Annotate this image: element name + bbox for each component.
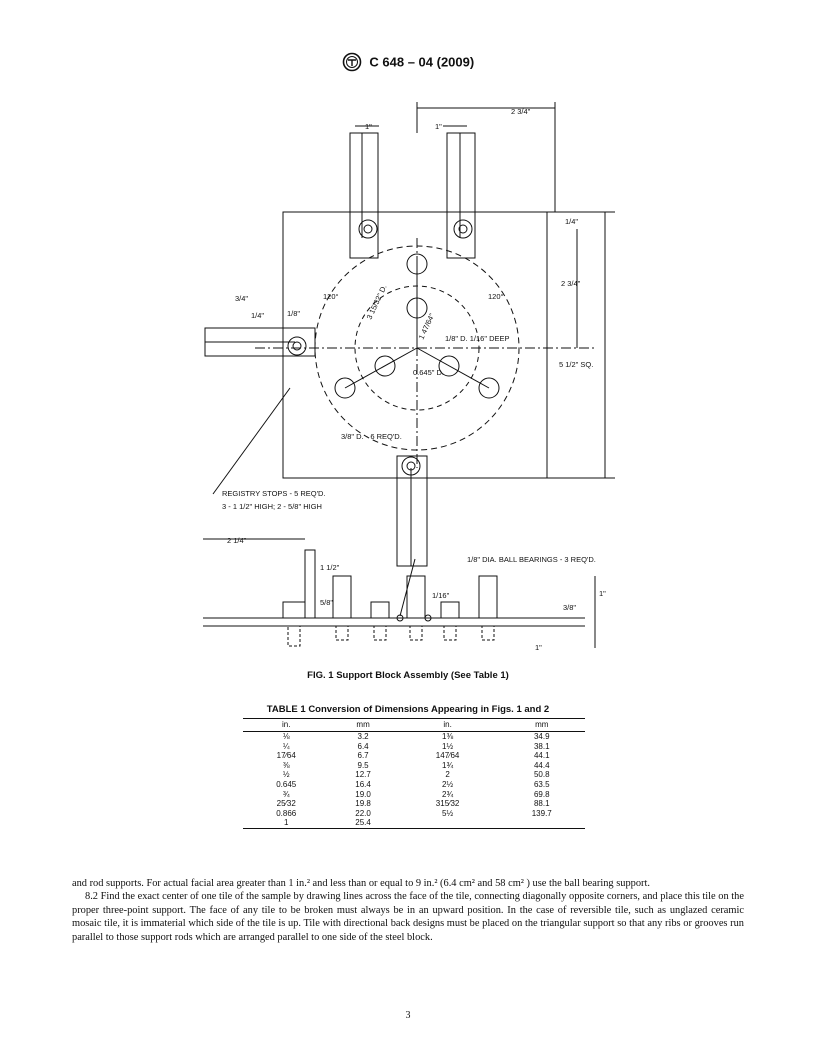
cell: 9.5 — [357, 760, 369, 770]
cell: ¾ — [282, 789, 290, 799]
label-side-sixteenth: 1/16" — [432, 591, 450, 600]
cell: 3.2 — [357, 732, 369, 741]
cell: 44.4 — [533, 760, 550, 770]
cell: 2 — [445, 770, 450, 780]
support-block-figure — [195, 88, 615, 668]
cell: 63.5 — [533, 779, 550, 789]
conversion-table — [243, 718, 585, 829]
cell: 22.0 — [355, 808, 371, 818]
cell: 69.8 — [533, 789, 550, 799]
cell: 1⅜ — [442, 732, 454, 741]
table-title: TABLE 1 Conversion of Dimensions Appearing in Figs. 1 and 2 — [266, 704, 550, 715]
table-header-row — [243, 719, 585, 732]
table-row — [243, 780, 585, 790]
cell: 5½ — [442, 808, 454, 818]
standard-designation: C 648 – 04 (2009) — [369, 54, 475, 70]
label-angle-right: 120° — [488, 292, 504, 301]
cell: 0.645 — [276, 779, 297, 789]
cell: 16.4 — [355, 779, 371, 789]
cell: 1½ — [442, 741, 454, 751]
page-number: 3 — [405, 1010, 411, 1021]
label-stops-line2: 3 - 1 1/2" HIGH; 2 - 5/8" HIGH — [222, 502, 322, 511]
label-hole-spec: 1/8" D. 1/16" DEEP — [445, 334, 510, 343]
header-mm-1: mm — [356, 720, 370, 729]
table-row — [243, 809, 585, 819]
paragraph-continuation: and rod supports. For actual facial area greater than 1 in.² and less than or equal to 9 in.² (6.4 cm² and 58 cm² ) use the ball bearing support. — [72, 878, 650, 889]
cell: 38.1 — [533, 741, 550, 751]
label-side-one-bottom: 1" — [535, 643, 542, 652]
header-in-1: in. — [282, 720, 291, 729]
cell: 12.7 — [355, 770, 371, 780]
cell: 1 — [284, 818, 289, 828]
cell: ⅛ — [282, 732, 290, 741]
cell: 19.8 — [355, 799, 371, 809]
label-circle-diameter: 3 15/32" D. — [364, 283, 389, 321]
cell: 147⁄64 — [435, 751, 460, 761]
cell — [397, 818, 499, 828]
cell: 1¾ — [442, 760, 454, 770]
label-stops-line1: REGISTRY STOPS - 5 REQ'D. — [222, 489, 326, 498]
label-side-five-eighth: 5/8" — [320, 598, 334, 607]
label-angle-left: 120° — [323, 292, 339, 301]
label-side-one-half: 1 1/2" — [320, 563, 340, 572]
block-outline — [283, 212, 547, 478]
label-right-quarter: 1/4" — [565, 217, 579, 226]
table-row — [243, 818, 585, 828]
label-center-dim: 0.645" D. — [413, 368, 445, 377]
astm-logo-icon — [342, 52, 362, 72]
cell: ¼ — [282, 741, 290, 751]
cell: 6.4 — [357, 741, 369, 751]
cell: 88.1 — [533, 799, 550, 809]
label-side-three-eighth: 3/8" — [563, 603, 577, 612]
label-top-width: 2 3/4" — [511, 107, 531, 116]
label-ball-bearings: 1/8" DIA. BALL BEARINGS - 3 REQ'D. — [467, 555, 596, 564]
label-inner-dimension: 1 47/64" — [416, 311, 437, 341]
cell: 44.1 — [533, 751, 550, 761]
table-row — [243, 742, 585, 752]
cell: 25⁄32 — [276, 799, 296, 809]
top-stop-left — [350, 133, 378, 258]
table-row — [243, 770, 585, 780]
cell: 139.7 — [531, 808, 552, 818]
cell: ⅜ — [282, 760, 290, 770]
cell: 17⁄64 — [276, 751, 296, 761]
table-row — [243, 799, 585, 809]
top-stop-right — [447, 133, 475, 258]
label-holes-req: 3/8" D. - 6 REQ'D. — [341, 432, 402, 441]
paragraph-8-2: 8.2 Find the exact center of one tile of the sample by drawing lines across the face of the tile, connecting diagonally opposite corners, and place this tile on the proper three-point support. The face of any tile to be broken must always be in an upward position. In the case of reversible tile, such as unglazed ceramic mosaic tile, it is immaterial which side of the tile is up. Tile with directional back designs must be placed on the triangular support so that any ribs or grooves run parallel to those support rods which are arranged parallel to one side of the steel block. — [72, 891, 744, 943]
table-row — [243, 790, 585, 800]
cell: 6.7 — [357, 751, 369, 761]
label-left-three-quarter: 3/4" — [235, 294, 249, 303]
label-right-gap: 1" — [435, 122, 442, 131]
cell: 50.8 — [533, 770, 550, 780]
header-mm-2: mm — [535, 720, 549, 729]
cell: 2¾ — [442, 789, 454, 799]
cell — [499, 818, 585, 828]
label-left-eighth: 1/8" — [287, 309, 301, 318]
cell: 2½ — [442, 779, 454, 789]
cell: 19.0 — [355, 789, 371, 799]
label-right-five-half: 5 1/2" SQ. — [559, 360, 594, 369]
cell: 34.9 — [533, 732, 550, 741]
figure-caption: FIG. 1 Support Block Assembly (See Table 1) — [307, 670, 509, 681]
label-side-one-top: 1" — [599, 589, 606, 598]
label-side-width: 2 1/4" — [227, 536, 247, 545]
table-row — [243, 761, 585, 771]
label-left-gap: 1" — [365, 122, 372, 131]
bottom-stop — [397, 456, 427, 566]
cell: 25.4 — [355, 818, 371, 828]
label-left-quarter: 1/4" — [251, 311, 265, 320]
table-row — [243, 732, 585, 742]
cell: 0.866 — [276, 808, 297, 818]
cell: 315⁄32 — [435, 799, 460, 809]
header-in-2: in. — [443, 720, 452, 729]
cell: ½ — [282, 770, 290, 780]
label-right-two-three-quarter: 2 3/4" — [561, 279, 581, 288]
body-text — [72, 877, 744, 944]
page-header — [0, 52, 816, 72]
table-row — [243, 751, 585, 761]
